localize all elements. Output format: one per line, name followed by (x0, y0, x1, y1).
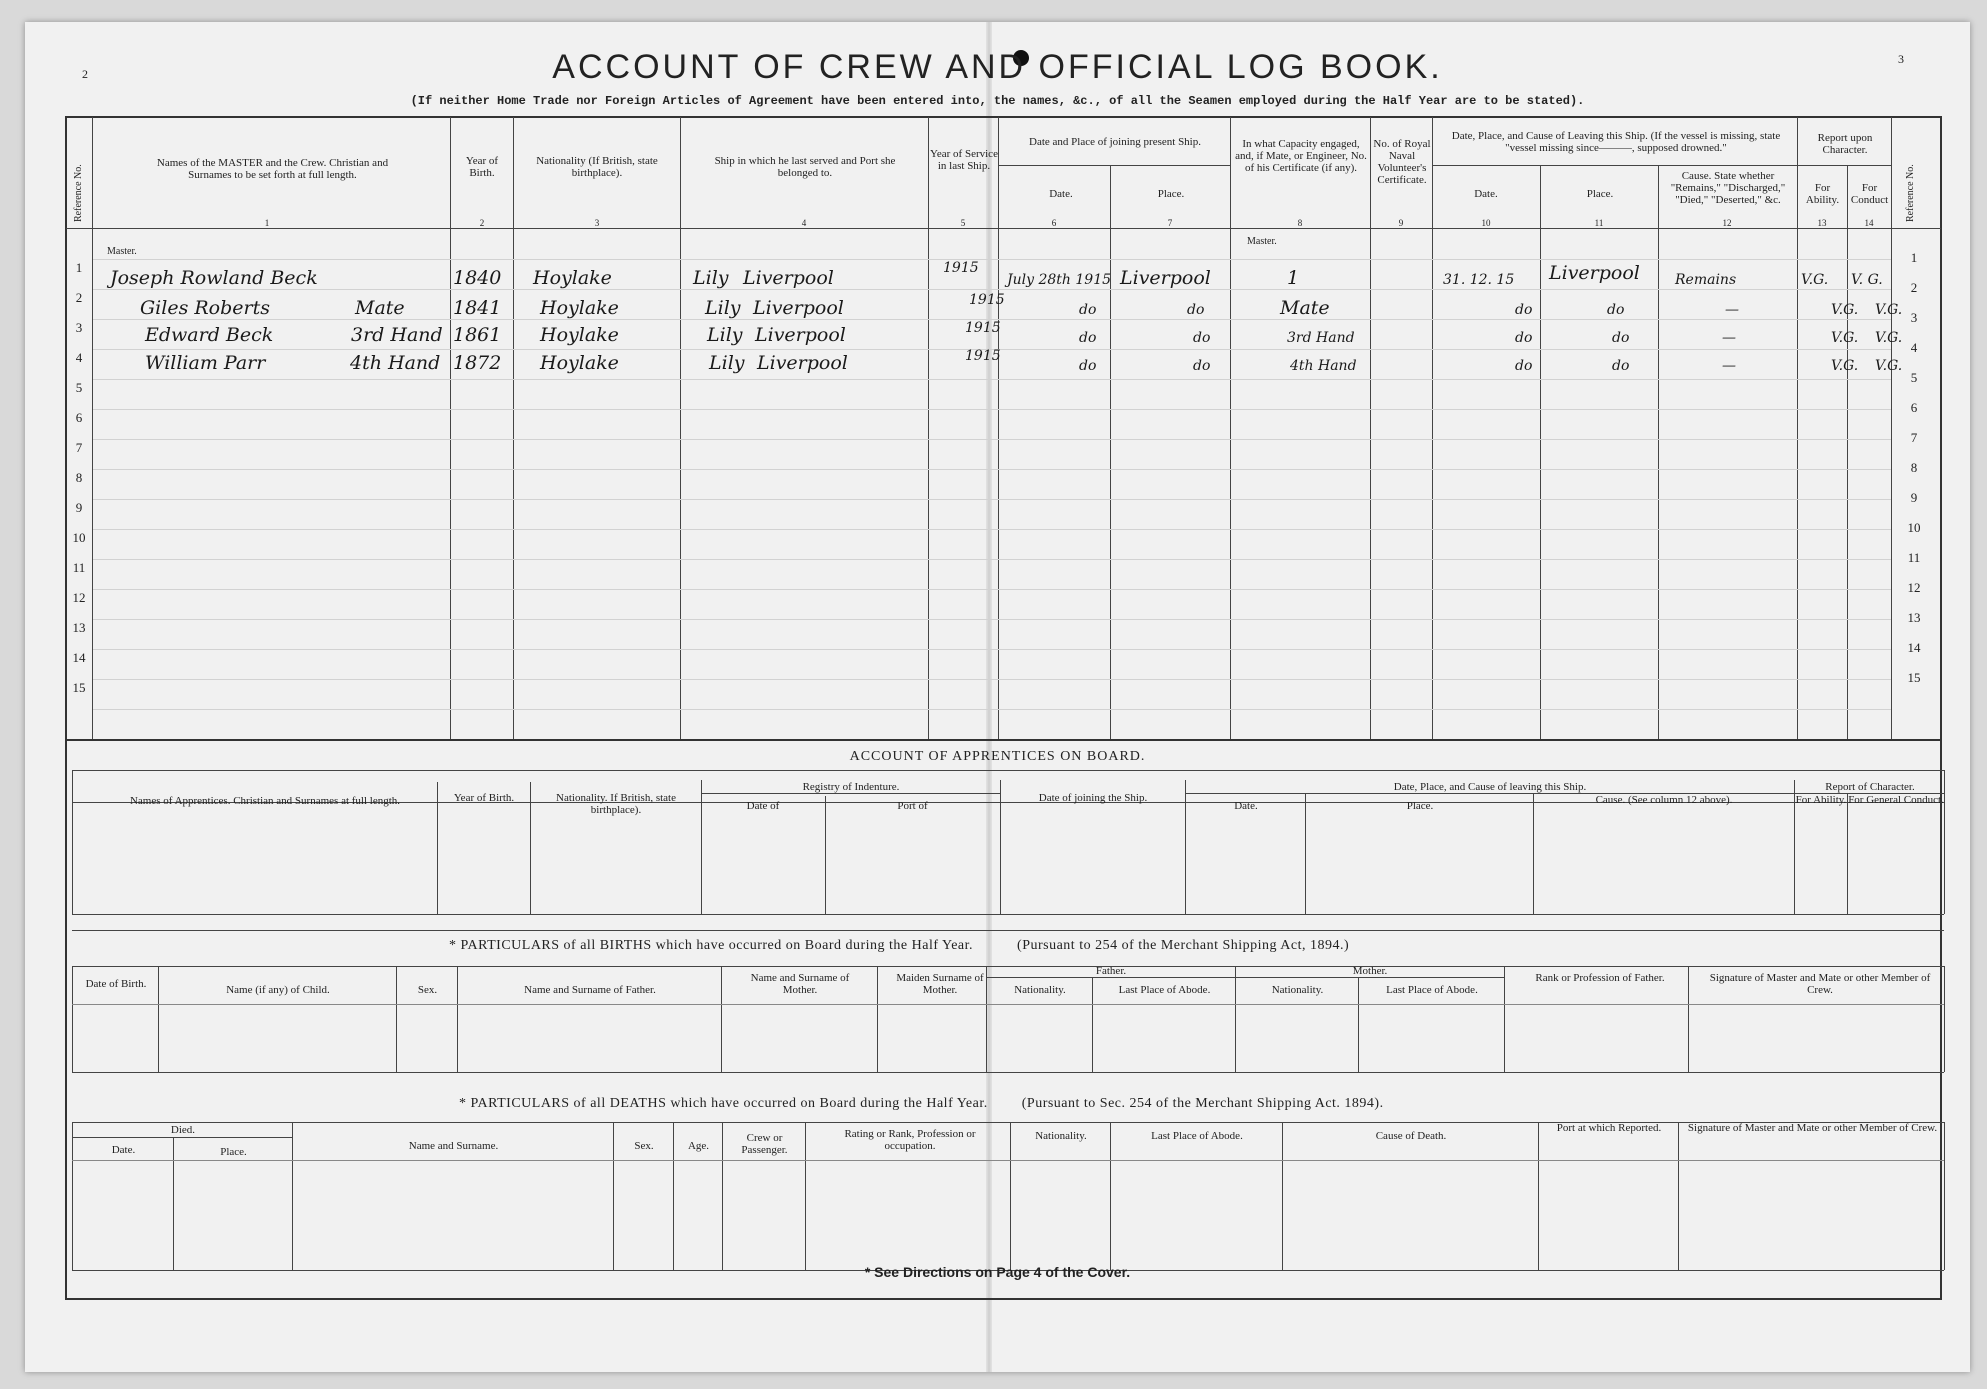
crew-join-place: do (1187, 302, 1205, 318)
crew-leave-place: do (1612, 330, 1630, 346)
row-number: 10 (1907, 520, 1921, 535)
col-number: 4 (801, 218, 807, 228)
crew-year: 1861 (453, 324, 502, 346)
crew-service: 1915 (965, 348, 1001, 364)
crew-conduct: V. G. (1851, 272, 1883, 288)
apprentice-report-header: Report of Character. (1825, 781, 1915, 793)
row-number: 4 (1910, 340, 1918, 355)
log-book-spread (25, 22, 1970, 1372)
birth-mother-group: Mother. (1352, 965, 1388, 977)
crew-ship: Lily (709, 352, 745, 374)
col-number: 2 (479, 218, 485, 228)
header-last-ship: Ship in which he last served and Port she belonged to. (714, 155, 896, 179)
row-number: 3 (75, 320, 83, 335)
crew-join-date: do (1079, 358, 1097, 374)
crew-name: Joseph Rowland Beck (110, 267, 318, 289)
crew-ability: V.G. (1831, 330, 1859, 346)
birth-maiden-header: Maiden Surname of Mother. (896, 972, 984, 996)
crew-leave-date: do (1515, 330, 1533, 346)
crew-ship: Lily (705, 297, 741, 319)
row-number: 8 (1910, 460, 1918, 475)
apprentice-cause-header: Cause. (See column 12 above). (1595, 794, 1733, 806)
header-leave-place: Place. (1586, 188, 1614, 200)
birth-date-header: Date of Birth. (85, 978, 147, 990)
apprentice-port-of-header: Port of (897, 800, 928, 812)
crew-conduct: V.G. (1875, 330, 1903, 346)
death-died-group: Died. (170, 1124, 196, 1136)
header-join-date: Date. (1049, 188, 1073, 200)
header-ability: For Ability. (1805, 182, 1840, 206)
reference-label-right: Reference No. (1905, 164, 1916, 222)
crew-leave-date: do (1515, 302, 1533, 318)
header-joining-group: Date and Place of joining present Ship. (1029, 136, 1201, 148)
crew-port: Liverpool (757, 352, 848, 374)
master-label: Master. (107, 246, 137, 257)
row-number: 9 (75, 500, 83, 515)
death-rating-header: Rating or Rank, Profession or occupation. (844, 1128, 976, 1152)
death-cause-header: Cause of Death. (1375, 1130, 1447, 1142)
apprentices-title: ACCOUNT OF APPRENTICES ON BOARD. (849, 749, 1146, 764)
birth-signature-header: Signature of Master and Mate or other Member of Crew. (1709, 972, 1931, 996)
row-number: 9 (1910, 490, 1918, 505)
birth-father-group: Father. (1095, 965, 1127, 977)
footer-note: * See Directions on Page 4 of the Cover. (864, 1264, 1131, 1280)
death-port-header: Port at which Reported. (1556, 1122, 1662, 1134)
apprentice-ability-header: For Ability. (1795, 794, 1847, 806)
births-title-text: * PARTICULARS of all BIRTHS which have occurred on Board during the Half Year. (449, 938, 974, 953)
header-leave-date: Date. (1474, 188, 1498, 200)
crew-join-date: July 28th 1915 (1007, 272, 1112, 288)
row-number: 15 (72, 680, 86, 695)
crew-year: 1841 (453, 297, 502, 319)
deaths-title-text: * PARTICULARS of all DEATHS which have occurred on Board during the Half Year. (459, 1096, 988, 1111)
crew-name: Giles Roberts (140, 297, 270, 319)
col-number: 14 (1864, 218, 1874, 228)
crew-ability: V.G. (1831, 358, 1859, 374)
row-number: 13 (72, 620, 86, 635)
col-number: 11 (1594, 218, 1604, 228)
death-age-header: Age. (687, 1140, 710, 1152)
birth-mother-abode: Last Place of Abode. (1386, 984, 1478, 996)
births-title (449, 938, 1349, 954)
header-capacity: In what Capacity engaged, and, if Mate, or Engineer, No. of his Certificate (if any). (1235, 138, 1367, 174)
row-number: 2 (1910, 280, 1918, 295)
apprentice-nationality-header: Nationality. If British, state birthplace). (556, 792, 676, 816)
crew-nationality: Hoylake (540, 352, 619, 374)
row-number: 1 (1910, 250, 1918, 265)
deaths-act-reference: (Pursuant to Sec. 254 of the Merchant Shipping Act. 1894). (1021, 1096, 1384, 1111)
apprentice-year-header: Year of Birth. (453, 792, 515, 804)
birth-mother-name-header: Name and Surname of Mother. (750, 972, 850, 996)
birth-father-abode: Last Place of Abode. (1118, 984, 1211, 996)
crew-conduct: V.G. (1875, 302, 1903, 318)
row-number: 4 (75, 350, 83, 365)
apprentice-place-header: Place. (1406, 800, 1434, 812)
crew-service: 1915 (969, 292, 1005, 308)
crew-cause: — (1722, 330, 1736, 346)
row-number: 13 (1907, 610, 1921, 625)
col-number: 8 (1297, 218, 1303, 228)
col-number: 10 (1481, 218, 1491, 228)
crew-capacity: 4th Hand (350, 352, 441, 374)
crew-certificate: 1 (1287, 267, 1300, 289)
crew-certificate: 3rd Hand (1287, 330, 1355, 346)
crew-year: 1872 (453, 352, 502, 374)
death-nationality-header: Nationality. (1035, 1130, 1087, 1142)
crew-cause: Remains (1675, 272, 1737, 288)
crew-capacity: 3rd Hand (351, 324, 443, 346)
crew-year: 1840 (453, 267, 502, 289)
row-number: 11 (1907, 550, 1921, 565)
crew-name: Edward Beck (145, 324, 274, 346)
birth-mother-nationality: Nationality. (1271, 984, 1324, 996)
crew-leave-place: do (1612, 358, 1630, 374)
col-number: 3 (594, 218, 600, 228)
crew-join-date: do (1079, 302, 1097, 318)
birth-rank-header: Rank or Profession of Father. (1535, 972, 1665, 984)
apprentice-conduct-header: For General Conduct. (1848, 794, 1944, 806)
births-act-reference: (Pursuant to 254 of the Merchant Shipping Act, 1894.) (1017, 938, 1350, 953)
death-crew-header: Crew or Passenger. (741, 1132, 788, 1156)
col-number: 5 (960, 218, 966, 228)
header-leaving-group: Date, Place, and Cause of Leaving this Ship. (If the vessel is missing, state "vessel missing since———, supposed drowned." (1451, 130, 1781, 154)
row-number: 7 (1910, 430, 1918, 445)
col-number: 13 (1817, 218, 1827, 228)
crew-certificate: 4th Hand (1290, 358, 1357, 374)
crew-join-date: do (1079, 330, 1097, 346)
crew-certificate: Mate (1280, 297, 1330, 319)
apprentice-names-header: Names of Apprentices. Christian and Surnames at full length. (129, 795, 401, 807)
crew-cause: — (1725, 302, 1739, 318)
header-character-group: Report upon Character. (1817, 132, 1873, 156)
row-number: 14 (72, 650, 86, 665)
death-name-header: Name and Surname. (408, 1140, 499, 1152)
reference-label-left: Reference No. (73, 164, 84, 222)
crew-leave-place: do (1607, 302, 1625, 318)
row-number: 14 (1907, 640, 1921, 655)
col-number: 9 (1398, 218, 1404, 228)
col-number: 12 (1722, 218, 1732, 228)
header-nationality: Nationality (If British, state birthplace). (536, 155, 658, 179)
death-place-header: Place. (220, 1146, 247, 1158)
birth-child-header: Name (if any) of Child. (226, 984, 330, 996)
header-year-of-birth: Year of Birth. (465, 155, 499, 179)
page-number-left: 2 (82, 67, 88, 81)
crew-leave-date: 31. 12. 15 (1443, 272, 1515, 288)
row-number: 5 (75, 380, 83, 395)
row-number: 10 (72, 530, 86, 545)
death-sex-header: Sex. (634, 1140, 654, 1152)
crew-port: Liverpool (743, 267, 834, 289)
crew-ship: Lily (693, 267, 729, 289)
crew-port: Liverpool (755, 324, 846, 346)
row-number: 3 (1910, 310, 1918, 325)
header-cause: Cause. State whether "Remains," "Discharged," "Died," "Deserted," &c. (1670, 170, 1786, 206)
crew-join-place: Liverpool (1120, 267, 1211, 289)
master-label-certificate: Master. (1247, 236, 1277, 247)
row-number: 6 (1910, 400, 1918, 415)
row-number: 12 (1907, 580, 1921, 595)
birth-father-name-header: Name and Surname of Father. (524, 984, 656, 996)
page-title: ACCOUNT OF CREW AND OFFICIAL LOG BOOK. (552, 48, 1443, 86)
birth-sex-header: Sex. (417, 984, 438, 996)
crew-nationality: Hoylake (540, 324, 619, 346)
crew-join-place: do (1193, 358, 1211, 374)
crew-nationality: Hoylake (540, 297, 619, 319)
crew-leave-place: Liverpool (1549, 262, 1640, 284)
crew-ship: Lily (707, 324, 743, 346)
header-names: Names of the MASTER and the Crew. Christian and Surnames to be set forth at full length. (156, 157, 389, 181)
death-signature-header: Signature of Master and Mate or other Member of Crew. (1687, 1122, 1938, 1134)
crew-join-place: do (1193, 330, 1211, 346)
col-number: 1 (264, 218, 270, 228)
crew-name: William Parr (145, 352, 266, 374)
row-number: 8 (75, 470, 83, 485)
birth-father-nationality: Nationality. (1014, 984, 1066, 996)
row-number: 1 (75, 260, 83, 275)
apprentice-leaving-header: Date, Place, and Cause of leaving this Ship. (1393, 781, 1587, 793)
crew-service: 1915 (943, 260, 979, 276)
row-number: 2 (75, 290, 83, 305)
header-year-of-service: Year of Service in last Ship. (930, 148, 998, 172)
header-join-place: Place. (1157, 188, 1185, 200)
crew-leave-date: do (1515, 358, 1533, 374)
apprentice-joining-header: Date of joining the Ship. (1038, 792, 1148, 804)
apprentice-date-of-header: Date of (746, 800, 780, 812)
row-number: 7 (75, 440, 83, 455)
page-number-right: 3 (1898, 52, 1904, 66)
deaths-title (459, 1096, 1384, 1112)
row-number: 15 (1907, 670, 1921, 685)
apprentice-date-header: Date. (1234, 800, 1258, 812)
row-number: 6 (75, 410, 83, 425)
crew-ability: V.G. (1801, 272, 1829, 288)
crew-conduct: V.G. (1875, 358, 1903, 374)
header-conduct: For Conduct (1850, 182, 1889, 206)
row-number: 5 (1910, 370, 1918, 385)
header-rnv-certificate: No. of Royal Naval Volunteer's Certificate. (1373, 138, 1431, 186)
row-number: 12 (72, 590, 86, 605)
col-number: 6 (1051, 218, 1057, 228)
crew-service: 1915 (965, 320, 1001, 336)
crew-capacity: Mate (355, 297, 405, 319)
death-abode-header: Last Place of Abode. (1151, 1130, 1243, 1142)
death-date-header: Date. (111, 1144, 136, 1156)
crew-ability: V.G. (1831, 302, 1859, 318)
row-number: 11 (72, 560, 86, 575)
col-number: 7 (1167, 218, 1173, 228)
crew-cause: — (1722, 358, 1736, 374)
crew-port: Liverpool (753, 297, 844, 319)
apprentice-registry-header: Registry of Indenture. (802, 781, 900, 793)
page-subtitle: (If neither Home Trade nor Foreign Articles of Agreement have been entered into, the names, &c., of all the Seamen employed during the Half Year are to be stated). (410, 94, 1585, 108)
crew-nationality: Hoylake (533, 267, 612, 289)
